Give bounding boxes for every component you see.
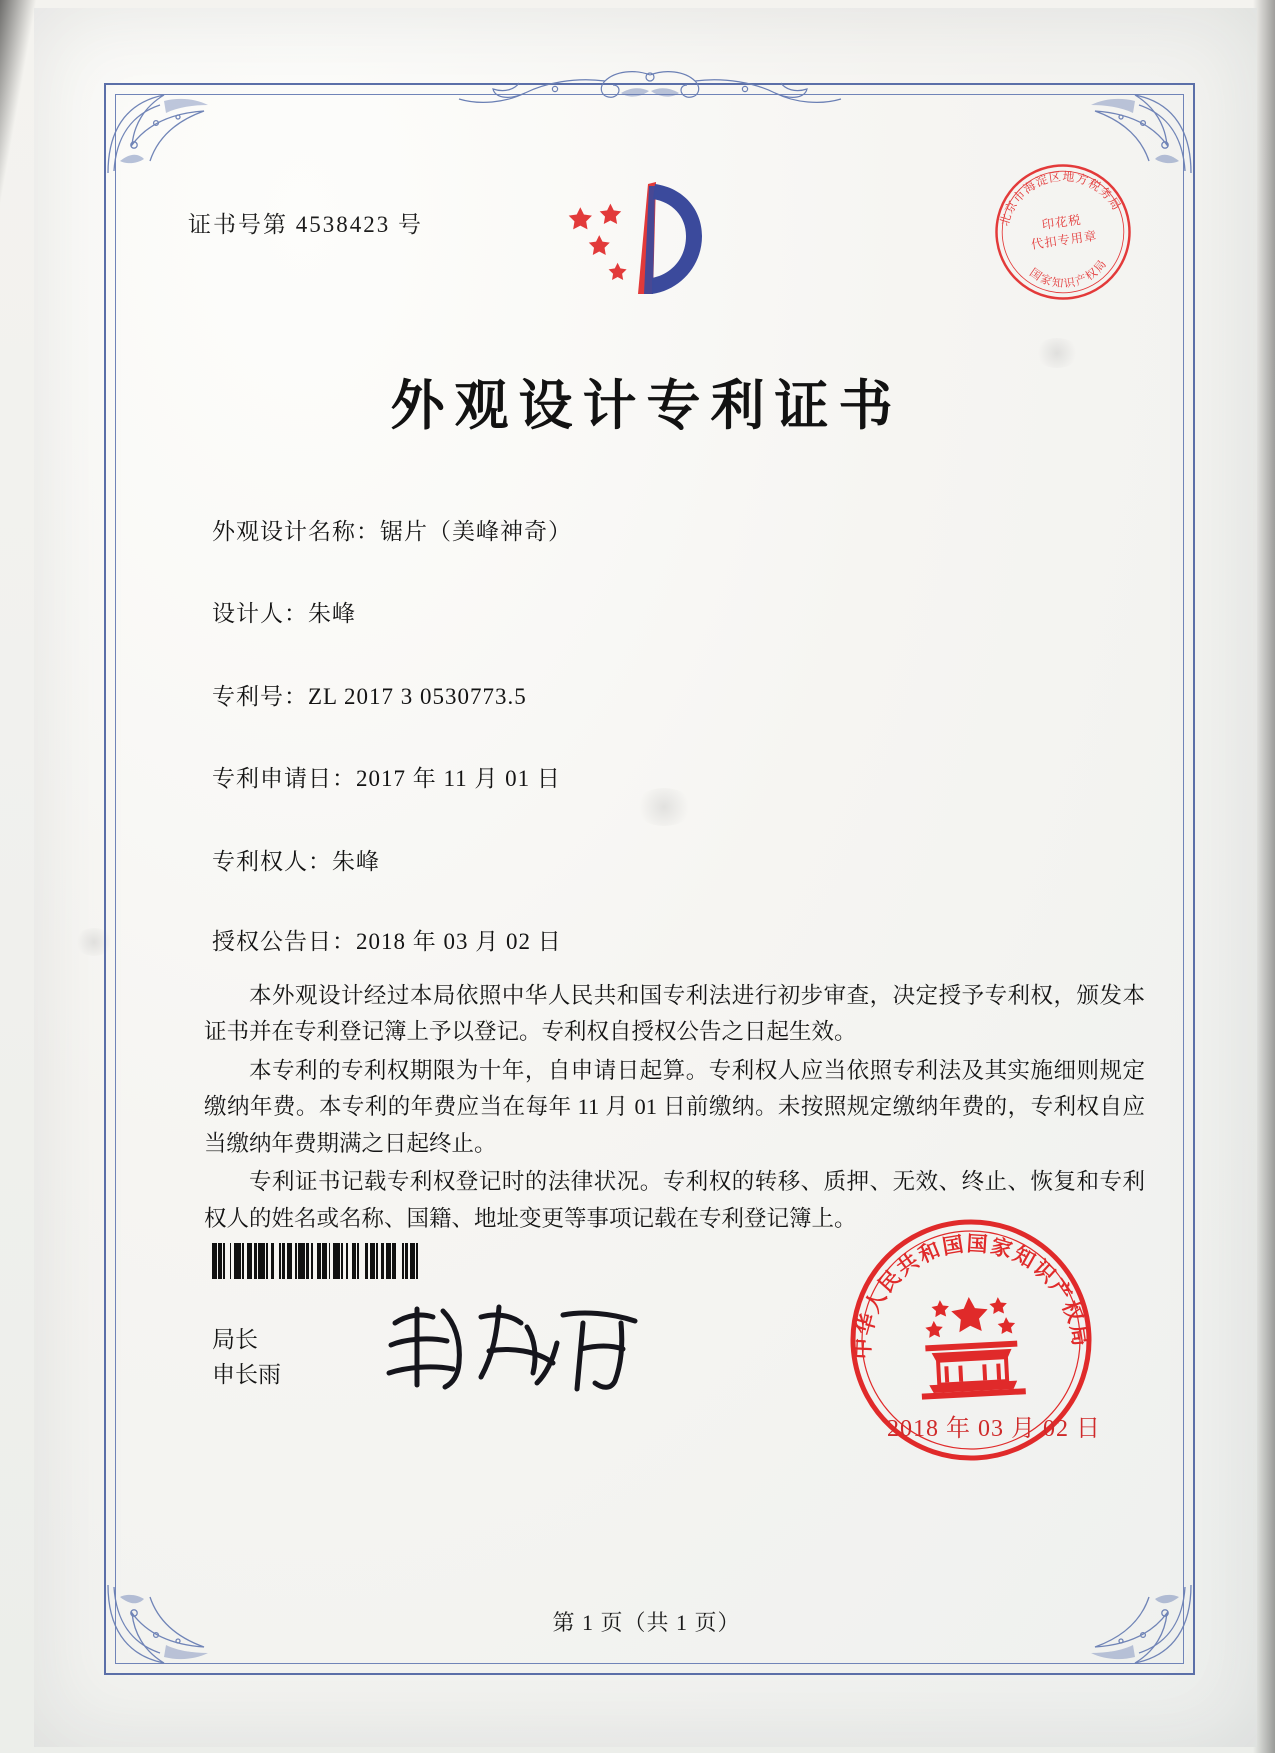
barcode — [212, 1243, 502, 1279]
seal-date: 2018 年 03 月 02 日 — [887, 1416, 1101, 1442]
director-name-label: 申长雨 — [212, 1361, 281, 1387]
field-designer — [212, 595, 356, 628]
field-designer-value: 朱峰 — [308, 601, 356, 626]
cnipa-logo-icon — [552, 166, 742, 316]
field-patent-holder-value: 朱峰 — [332, 849, 380, 874]
legal-paragraph: 本外观设计经过本局依照中华人民共和国专利法进行初步审查，决定授予专利权，颁发本证书并在专利登记簿上予以登记。专利权自授权公告之日起生效。 — [204, 983, 1145, 1045]
legal-paragraph: 专利证书记载专利权登记时的法律状况。专利权的转移、质押、无效、终止、恢复和专利权人的姓名或名称、国籍、地址变更等事项记载在专利登记簿上。 — [204, 1169, 1145, 1231]
svg-text:代扣专用章: 代扣专用章 — [1030, 228, 1099, 252]
field-patent-number — [212, 678, 527, 711]
field-patent-number-label-c: 号： — [260, 684, 308, 709]
field-designer-label-c: 人： — [260, 601, 308, 626]
field-patent-holder-label-a: 专 — [212, 849, 236, 874]
field-patent-holder-label-b: 利 — [236, 849, 260, 874]
field-patent-number-label-a: 专 — [212, 684, 236, 709]
svg-text:北京市海淀区地方税务局: 北京市海淀区地方税务局 — [997, 169, 1125, 228]
field-designer-label-a: 设 — [212, 601, 236, 626]
field-patent-number-label-b: 利 — [236, 684, 260, 709]
certificate-number: 证书号第 4538423 号 — [188, 212, 423, 237]
field-grant-notice-date — [212, 923, 562, 956]
field-patent-holder — [212, 843, 380, 876]
tax-stamp-seal — [987, 156, 1139, 308]
director-title-label: 局长 — [212, 1327, 258, 1352]
signature-labels — [212, 1323, 281, 1392]
svg-text:国家知识产权局: 国家知识产权局 — [1027, 257, 1110, 291]
certificate-page — [34, 8, 1257, 1747]
svg-text:印花税: 印花税 — [1040, 212, 1083, 233]
page-indicator: 第 1 页（共 1 页） — [552, 1610, 741, 1635]
legal-paragraph: 本专利的专利权期限为十年，自申请日起算。专利权人应当依照专利法及其实施细则规定缴纳年费。本专利的年费应当在每年 11 月 01 日前缴纳。未按照规定缴纳年费的，专利权自应当缴纳年费期满之日起终止。 — [204, 1057, 1145, 1156]
legal-text-block — [204, 978, 1145, 1239]
field-application-date-value: 2017 年 11 月 01 日 — [356, 766, 561, 791]
field-patent-holder-label-c: 权 — [260, 849, 284, 874]
field-design-name-value: 锯片（美峰神奇） — [380, 519, 572, 544]
field-design-name — [212, 513, 572, 546]
certificate-content — [132, 108, 1161, 1651]
field-application-date — [212, 760, 561, 793]
field-patent-holder-label-d: 人： — [284, 849, 332, 874]
field-designer-label-b: 计 — [236, 601, 260, 626]
page-title: 外观设计专利证书 — [390, 376, 903, 436]
field-grant-notice-date-label: 授权公告日： — [212, 929, 356, 954]
field-application-date-label: 专利申请日： — [212, 766, 356, 791]
svg-text:中华人民共和国国家知识产权局: 中华人民共和国国家知识产权局 — [850, 1231, 1094, 1360]
field-grant-notice-date-value: 2018 年 03 月 02 日 — [356, 929, 562, 954]
field-patent-number-value: ZL 2017 3 0530773.5 — [308, 684, 527, 709]
handwritten-signature — [377, 1293, 667, 1398]
field-design-name-label: 外观设计名称： — [212, 519, 380, 544]
